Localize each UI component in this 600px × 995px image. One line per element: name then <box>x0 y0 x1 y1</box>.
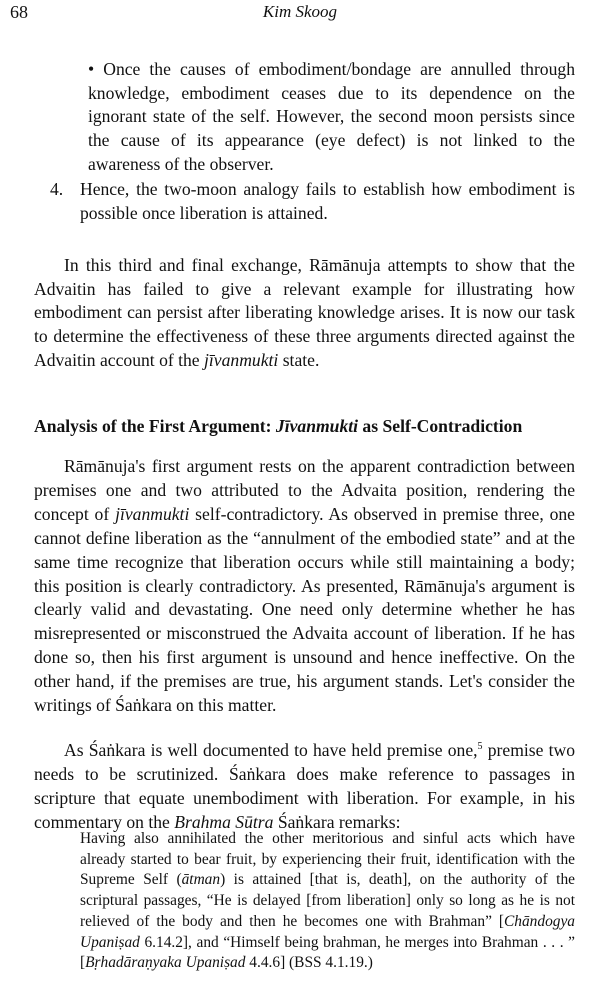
item-text: Hence, the two-moon analogy fails to establish how embodiment is possible once liberation is attained. <box>80 179 575 223</box>
heading-italic-term: Jīvanmukti <box>275 416 359 436</box>
footnote-ref: 5 <box>477 741 483 753</box>
bullet-text: Once the causes of embodiment/bondage are annulled through knowledge, embodiment ceases due to its dependence on the ignorant state of the self. However, the second moon persists since the cause of its appearance (eye defect) is not linked to the awareness of the observer. <box>88 59 575 174</box>
bullet-point <box>88 58 575 177</box>
italic-work-title: Brahma Sūtra <box>174 811 274 832</box>
text-span: state. <box>278 349 320 370</box>
item-number: 4. <box>50 179 64 199</box>
block-quote <box>80 829 575 974</box>
paragraph-first-argument <box>34 455 575 718</box>
quote-text: Having also annihilated the other meritorious and sinful acts which have already started to bear fruit, by experiencing their fruit, identification with the Supreme Self ( <box>80 830 575 889</box>
numbered-item-4 <box>50 178 575 225</box>
section-heading <box>34 414 575 438</box>
quote-italic: ātman <box>181 871 221 889</box>
heading-text: Analysis of the First Argument: <box>34 416 276 436</box>
italic-term: jīvanmukti <box>204 349 279 370</box>
page-number: 68 <box>10 2 28 22</box>
running-head: Kim Skoog <box>262 2 338 21</box>
quote-text: 6.14.2], and “Himself being brahman, he merges into Brahman . . . ” [ <box>80 933 575 972</box>
text-span: As Śaṅkara is well documented to have held premise one, <box>64 740 478 760</box>
text-span: In this third and final exchange, Rāmānuja attempts to show that the Advaitin has failed to give a relevant example for illustrating how embodiment can persist after liberating knowledge arises. It is now our task to determine the effectiveness of these three arguments directed against the Advaitin account of the <box>34 255 575 370</box>
text-span: self-contradictory. As observed in premise three, one cannot define liberation as the “annulment of the embodied state” and at the same time recognize that liberation occurs while still maintaining a body; this position is clearly contradictory. As presented, Rāmānuja's argument is clearly valid and devastating. One need only determine whether he has misrepresented or misconstrued the Advaita account of liberation. If he has done so, then his first argument is unsound and hence ineffective. On the other hand, if the premises are true, his argument stands. Let's consider the writings of Śaṅkara on this matter. <box>34 503 575 716</box>
quote-italic: Chāndogya Upaniṣad <box>80 912 575 951</box>
quote-italic: Bṛhadāraṇyaka Upaniṣad <box>85 954 246 972</box>
heading-text: as Self-Contradiction <box>358 416 523 436</box>
italic-term: jīvanmukti <box>115 503 190 524</box>
bullet-marker: • <box>88 59 95 79</box>
quote-text: ) is attained [that is, death], on the authority of the scriptural passages, “He is delayed [from liberation] only so long as he is not relieved of the body and then he becomes one with Brahman” [ <box>80 871 575 930</box>
quote-text: 4.4.6] (BSS 4.1.19.) <box>245 954 373 972</box>
paragraph-summary <box>34 254 575 373</box>
text-span: premise two needs to be scrutinized. Śaṅkara does make reference to passages in scripture that equate unembodiment with liberation. For example, in his commentary on the <box>34 740 575 832</box>
page-header <box>10 0 590 24</box>
text-span: Rāmānuja's first argument rests on the apparent contradiction between premises one and two attributed to the Advaita position, rendering the concept of <box>34 456 575 524</box>
text-span: Śaṅkara remarks: <box>273 811 401 832</box>
paragraph-sankara <box>34 739 575 835</box>
